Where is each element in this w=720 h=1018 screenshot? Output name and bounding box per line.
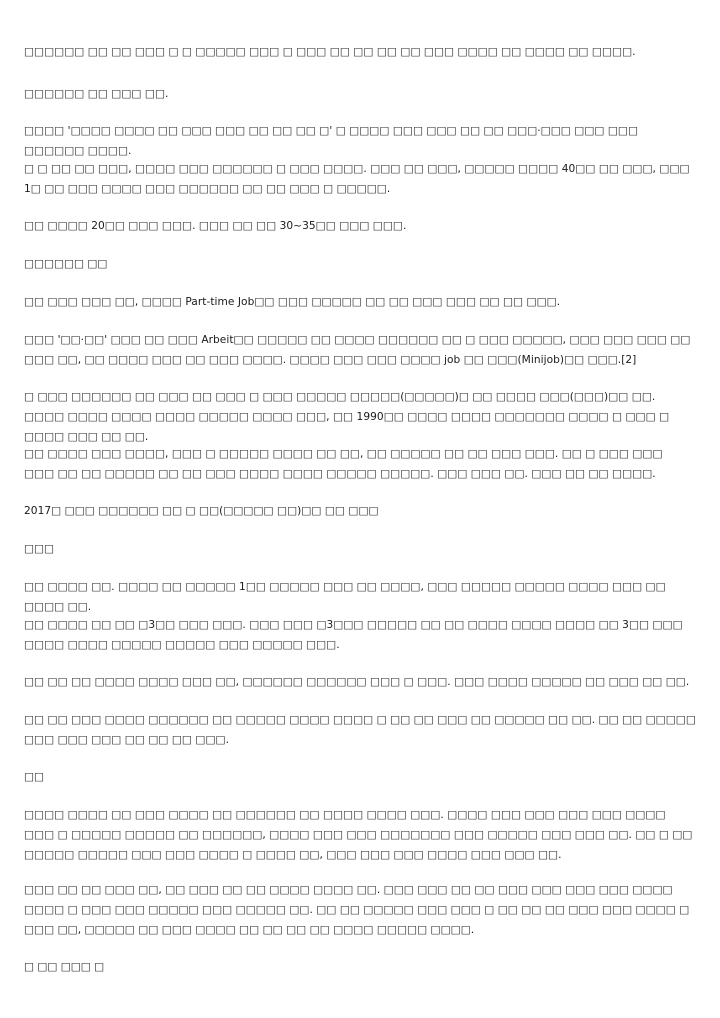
section-heading-4: □ □□ □□□ □ bbox=[24, 961, 105, 973]
paragraph-12: □□ □□□□ □□ □□ □3□□ □□□ □□□. □□□ □□□ □3□□□ □□□□□ □□ □□ □□□□ □□□□ □□□□ □□ 3□□ □□□ □□□□ □□□□ □□□□□ □□□□□ □□□ □□□□□ □□□. bbox=[24, 619, 683, 651]
paragraph-15: □□□□ □□□□ □□ □□□ □□□□ □□ □□□□□□ □□ □□□□ □□□□ □□□. □□□□ □□□ □□□ □□□ □□□ □□□□ □□□ □ □□□□□ □□□□□ □□ □□□□□□, □□□□ □□□ □□□ □□□□□□□ □□□ □□□□□ □□□ □□□ □□. □□ □ □□ □□□□□ □□□□□ □□□ □□□ □□□□ □ □□□□ □□, □□□ □□□ □□□ □□□□ □□□ □□□ □□. bbox=[24, 809, 693, 861]
section-heading-3: □□ bbox=[24, 771, 45, 783]
paragraph-14: □□ □□ □□□ □□□□ □□□□□□ □□ □□□□□ □□□□ □□□□ □ □□ □□ □□□ □□ □□□□□ □□ □□. □□ □□ □□□□□ □□□ □□□ □□□ □□ □□ □□ □□□. bbox=[24, 714, 696, 746]
paragraph-5: □□ □□□□ 20□□ □□□ □□□. □□□ □□ □□ 30~35□□ □□□ □□□. bbox=[24, 220, 407, 232]
section-heading-1: □□□□□□ □□ bbox=[24, 258, 108, 270]
paragraph-9: □□ □□□□ □□□ □□□□, □□□ □ □□□□□ □□□□ □□ □□, □□ □□□□□ □□ □□ □□□ □□□. □□ □ □□□ □□□ □□□ □□ □□ □□□□□ □□ □□ □□□ □□□□ □□□□ □□□□□ □□□□□. □□□ □□□ □□. □□□ □□ □□ □□□□. bbox=[24, 448, 663, 480]
paragraph-3: □□□□ '□□□□ □□□□ □□ □□□ □□□ □□ □□ □□ □' □ □□□□ □□□ □□□ □□ □□ □□□·□□□ □□□ □□□ □□□□□□ □□□□. bbox=[24, 125, 639, 157]
paragraph-11: □□ □□□□ □□. □□□□ □□ □□□□□ 1□□ □□□□□ □□□ □□ □□□□, □□□ □□□□□ □□□□□ □□□□ □□□ □□ □□□□ □□. bbox=[24, 581, 666, 613]
paragraph-7: □□□ '□□·□□' □□□ □□ □□□ Arbeit□□ □□□□□ □□ □□□□ □□□□□□ □□ □ □□□ □□□□□, □□□ □□□ □□□ □□ □□□ □□, □□ □□□□ □□□ □□ □□□ □□□□. □□□□ □□□ □□□ □□□□ job □□ □□□(Minijob)□□ □□□.[2] bbox=[24, 334, 691, 366]
paragraph-1: □□□□□□ □□ □□ □□□ □ □ □□□□□ □□□ □ □□□ □□ □□ □□ □□ □□□ □□□□ □□ □□□□ □□ □□□□. bbox=[24, 46, 636, 58]
paragraph-16: □□□ □□ □□ □□□ □□, □□ □□□ □□ □□ □□□□ □□□□ □□. □□□ □□□ □□ □□ □□□ □□□ □□□ □□□ □□□□ □□□□ □ □□□ □□□ □□□□□ □□□ □□□□□ □□. □□ □□ □□□□□ □□□ □□□ □ □□ □□ □□ □□□ □□□ □□□□ □ □□□ □□, □□□□□ □□ □□□ □□□□ □□ □□ □□ □□ □□□□ □□□□□ □□□□. bbox=[24, 884, 690, 936]
paragraph-10: 2017□ □□□ □□□□□□ □□ □ □□(□□□□□ □□)□□ □□ □□□ bbox=[24, 505, 379, 517]
paragraph-2: □□□□□□ □□ □□□ □□. bbox=[24, 88, 169, 100]
paragraph-6: □□ □□□ □□□ □□, □□□□ Part-time Job□□ □□□ □□□□□ □□ □□ □□□ □□□ □□ □□ □□□. bbox=[24, 296, 561, 308]
paragraph-13: □□ □□ □□ □□□□ □□□□ □□□ □□, □□□□□□ □□□□□□ □□□ □ □□□. □□□ □□□□ □□□□□ □□ □□□ □□ □□. bbox=[24, 676, 690, 688]
section-heading-2: □□□ bbox=[24, 543, 55, 555]
paragraph-4: □ □ □□ □□ □□□, □□□□ □□□ □□□□□□ □ □□□ □□□□. □□□ □□ □□□, □□□□□ □□□□ 40□□ □□ □□□, □□□ 1□ □□ □□□ □□□□ □□□ □□□□□□ □□ □□ □□□ □ □□□□□. bbox=[24, 163, 690, 195]
paragraph-8: □ □□□ □□□□□□ □□ □□□ □□ □□□ □ □□□ □□□□□ □□□□□(□□□□□)□ □□ □□□□ □□□(□□□)□□ □□. □□□□ □□□□ □□□□ □□□□ □□□□□ □□□□ □□□, □□ 1990□□ □□□□ □□□□ □□□□□□□ □□□□ □ □□□ □ □□□□ □□□ □□ □□. bbox=[24, 391, 670, 443]
